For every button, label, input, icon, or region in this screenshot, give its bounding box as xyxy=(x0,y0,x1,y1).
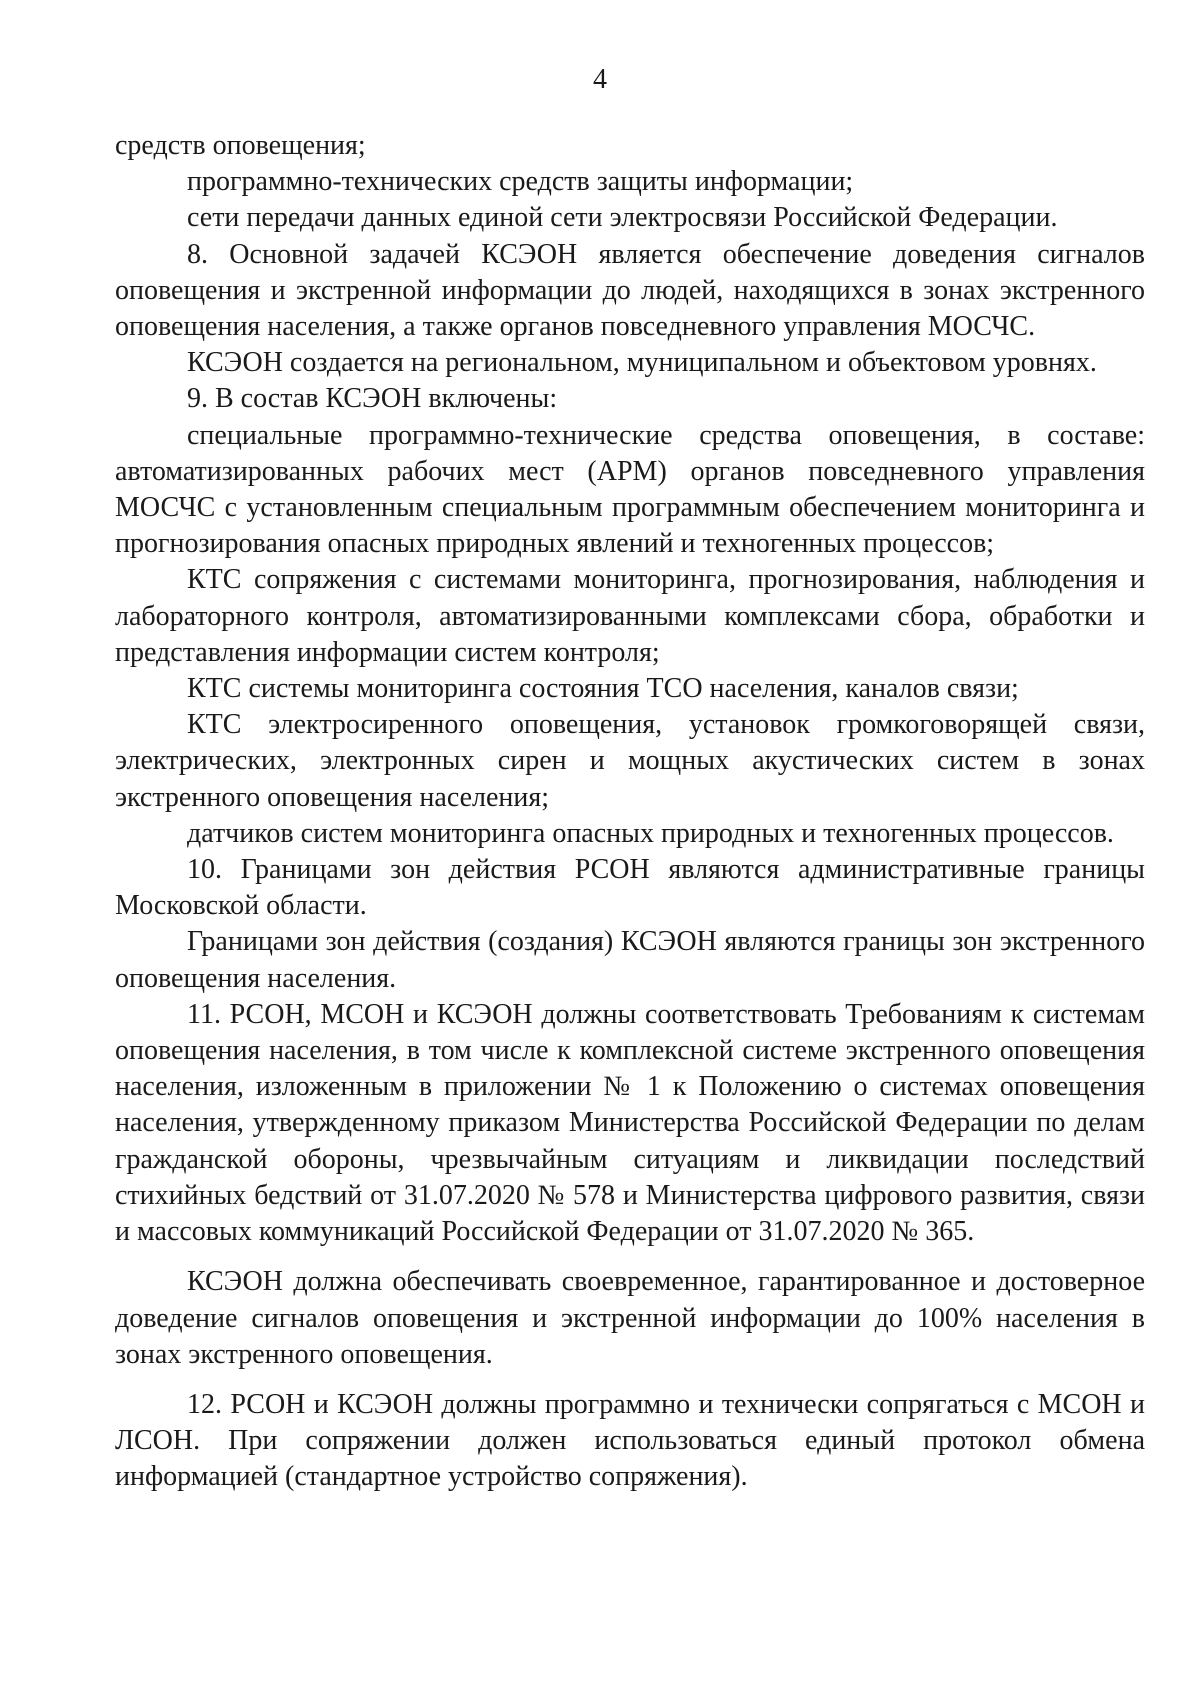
paragraph: 10. Границами зон действия РСОН являются административные границы Московской области. xyxy=(115,854,1145,922)
paragraph: КТС системы мониторинга состояния ТСО населения, каналов связи; xyxy=(187,673,1019,705)
paragraph: 8. Основной задачей КСЭОН является обеспечение доведения сигналов оповещения и экстренной информации до людей, находящихся в зонах экстренного оповещения населения, а также органов повседневного управления МОСЧС. xyxy=(115,238,1145,343)
paragraph: КТС сопряжения с системами мониторинга, прогнозирования, наблюдения и лабораторного контроля, автоматизированными комплексами сбора, обработки и представления информации систем контроля; xyxy=(115,564,1145,668)
paragraph: 11. РСОН, МСОН и КСЭОН должны соответствовать Требованиям к системам оповещения населения, в том числе к комплексной системе экстренного оповещения населения, изложенным в приложении № 1 к Положению о системах оповещения населения, утвержденному приказом Министерства Российской Федерации по делам гражданской обороны, чрезвычайным ситуациям и ликвидации последствий стихийных бедствий от 31.07.2020 № 578 и Министерства цифрового развития, связи и массовых коммуникаций Российской Федерации от 31.07.2020 № 365. xyxy=(115,998,1145,1248)
paragraph: средств оповещения; xyxy=(115,130,366,161)
document-body xyxy=(115,128,1145,1496)
paragraph: КСЭОН должна обеспечивать своевременное, гарантированное и достоверное доведение сигналов оповещения и экстренной информации до 100% населения в зонах экстренного оповещения. xyxy=(115,1266,1145,1370)
paragraph: КТС электросиренного оповещения, установок громкоговорящей связи, электрических, электронных сирен и мощных акустических систем в зонах экстренного оповещения населения; xyxy=(115,709,1145,813)
paragraph: сети передачи данных единой сети электросвязи Российской Федерации. xyxy=(187,202,1058,234)
paragraph: специальные программно-технические средства оповещения, в составе: автоматизированных рабочих мест (АРМ) органов повседневного управления МОСЧС с установленным специальным программным обеспечением мониторинга и прогнозирования опасных природных явлений и техногенных процессов; xyxy=(115,419,1145,560)
paragraph: Границами зон действия (создания) КСЭОН являются границы зон экстренного оповещения населения. xyxy=(115,926,1145,994)
paragraph: 9. В состав КСЭОН включены: xyxy=(187,383,558,415)
paragraph: КСЭОН создается на региональном, муниципальном и объектовом уровнях. xyxy=(187,347,1097,379)
paragraph: 12. РСОН и КСЭОН должны программно и технически сопрягаться с МСОН и ЛСОН. При сопряжении должен использоваться единый протокол обмена информацией (стандартное устройство сопряжения). xyxy=(115,1388,1145,1493)
paragraph: программно-технических средств защиты информации; xyxy=(187,166,854,198)
paragraph: датчиков систем мониторинга опасных природных и техногенных процессов. xyxy=(187,817,1114,849)
page-number: 4 xyxy=(593,64,607,95)
